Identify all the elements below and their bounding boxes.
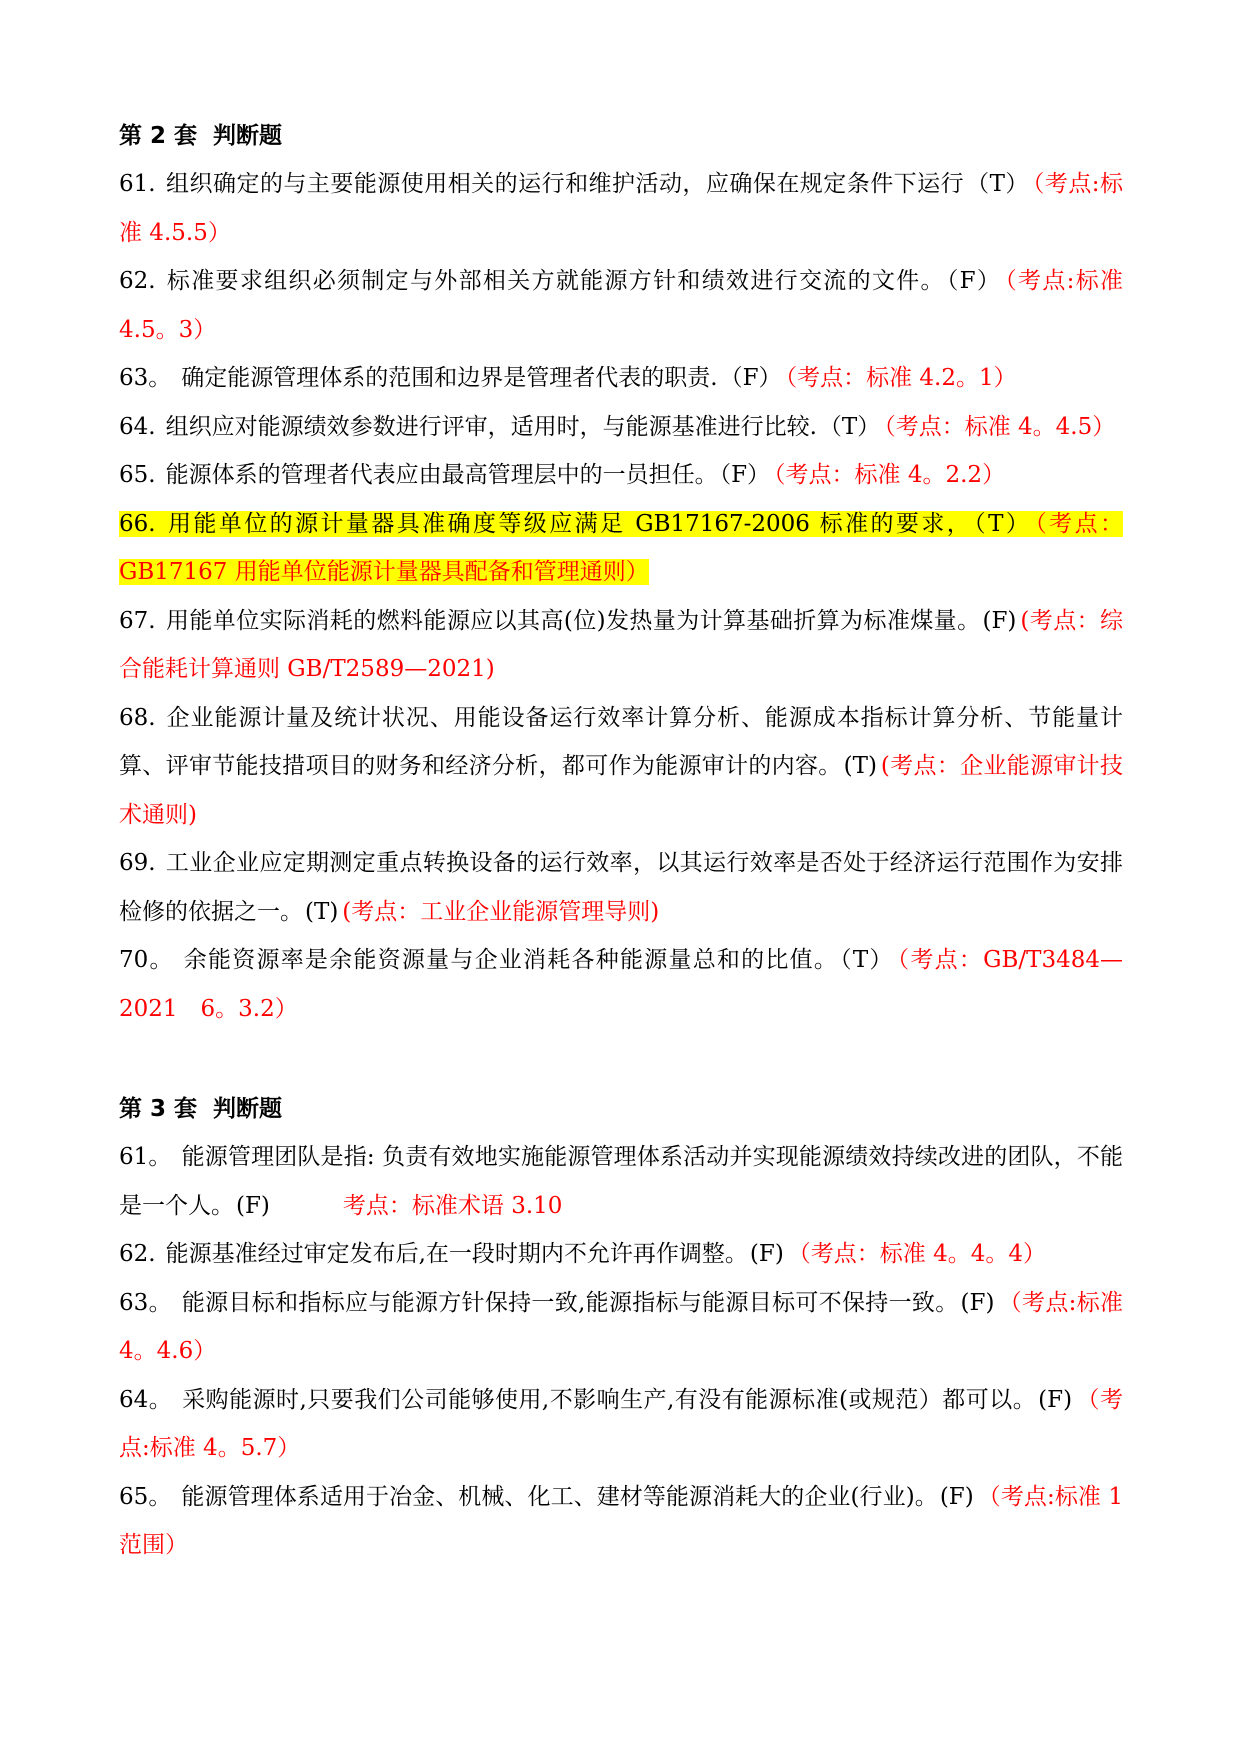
section-heading [119, 1085, 1123, 1133]
question-number: 68. [119, 704, 156, 731]
question-item [119, 403, 1123, 452]
question-text: 能源基准经过审定发布后,在一段时期内不允许再作调整。 [165, 1241, 748, 1267]
question-text: 用能单位实际消耗的燃料能源应以其高(位)发热量为计算基础折算为标准煤量。 [165, 607, 981, 634]
question-item [119, 451, 1123, 500]
reference-note: (考点：综合能耗计算通则 GB/T2589—2021) [119, 607, 1123, 682]
question-text: 组织应对能源绩效参数进行评审，适用时，与能源基准进行比较. [165, 413, 817, 440]
question-item [119, 1279, 1123, 1376]
answer: (T) [305, 898, 339, 925]
answer: (F) [982, 607, 1017, 634]
answer: (F) [236, 1192, 270, 1219]
answer: (T) [843, 753, 877, 779]
answer: （T） [840, 947, 894, 973]
answer: （T） [818, 413, 881, 440]
answer: (F) [749, 1241, 784, 1267]
reference-note: (考点：工业企业能源管理导则) [342, 898, 660, 925]
question-text: 能源管理团队是指: 负责有效地实施能源管理体系活动并实现能源绩效持续改进的团队，不能是一个人。 [119, 1144, 1123, 1219]
question-number: 61. [119, 171, 156, 197]
question-text: 能源体系的管理者代表应由最高管理层中的一员担任。 [165, 462, 718, 488]
question-type: 判断题 [213, 1096, 283, 1122]
question-item-highlighted [119, 500, 1123, 597]
question-number: 62. [119, 268, 156, 294]
question-number: 69. [119, 850, 156, 876]
reference-note: （考点：标准 4。4.5） [884, 413, 1116, 440]
answer: （T） [966, 171, 1029, 197]
question-number: 63。 [119, 365, 172, 391]
document-page [119, 112, 1146, 1570]
question-text: 能源管理体系适用于冶金、机械、化工、建材等能源消耗大的企业(行业)。 [181, 1483, 938, 1510]
question-number: 67. [119, 607, 156, 634]
question-number: 61。 [119, 1144, 172, 1170]
answer: （F） [719, 462, 771, 488]
question-text: 组织确定的与主要能源使用相关的运行和维护活动，应确保在规定条件下运行 [165, 171, 965, 197]
question-item [119, 160, 1123, 257]
answer: (F) [939, 1483, 974, 1510]
answer: (F) [960, 1289, 995, 1316]
set-label: 第 2 套 [119, 123, 198, 149]
reference-note: （考点:标准 4.5。3） [119, 268, 1124, 343]
answer: （F） [719, 365, 782, 391]
answer: （T） [974, 510, 1032, 537]
reference-note: （考点：GB17167 用能单位能源计量器具配备和管理通则） [119, 510, 1124, 585]
question-number: 66. [119, 510, 156, 537]
reference-note: 考点：标准术语 3.10 [273, 1192, 563, 1219]
question-item [119, 694, 1123, 840]
question-item [119, 839, 1123, 936]
question-item [119, 257, 1123, 354]
question-number: 70。 [119, 947, 174, 973]
question-text: 能源目标和指标应与能源方针保持一致,能源指标与能源目标可不保持一致。 [181, 1289, 959, 1316]
question-text: 标准要求组织必须制定与外部相关方就能源方针和绩效进行交流的文件。 [165, 268, 945, 294]
question-item [119, 1376, 1123, 1473]
answer: (F) [1038, 1386, 1073, 1413]
reference-note: （考点:标准 1 范围） [119, 1483, 1146, 1558]
reference-note: (考点：企业能源审计技术通则) [119, 753, 1123, 828]
question-item [119, 1473, 1146, 1570]
question-item [119, 354, 1123, 403]
question-number: 65。 [119, 1483, 172, 1510]
section-heading [119, 112, 1123, 160]
question-text: 工业企业应定期测定重点转换设备的运行效率，以其运行效率是否处于经济运行范围作为安排检修的依据之一。 [119, 850, 1123, 925]
reference-note: （考点：标准 4。4。4） [787, 1241, 1047, 1267]
reference-note: （考点:标准 4.5.5） [119, 171, 1124, 246]
reference-note: （考点：标准 4。2.2） [774, 462, 1006, 488]
question-text: 确定能源管理体系的范围和边界是管理者代表的职责. [181, 365, 718, 391]
reference-note: （考点：GB/T3484—2021 6。3.2） [119, 947, 1123, 1022]
question-number: 62. [119, 1241, 156, 1267]
question-item [119, 597, 1123, 694]
question-number: 64。 [119, 1386, 173, 1413]
section-spacer [119, 1033, 1123, 1085]
highlight [119, 511, 1123, 586]
question-text: 余能资源率是余能资源量与企业消耗各种能源量总和的比值。 [183, 947, 839, 973]
reference-note: （考点：标准 4.2。1） [785, 365, 1017, 391]
question-item [119, 1133, 1123, 1230]
set-label: 第 3 套 [119, 1096, 198, 1122]
question-number: 63。 [119, 1289, 172, 1316]
answer: （F） [946, 268, 1002, 294]
question-type: 判断题 [213, 123, 283, 149]
reference-note: （考点:标准 4。4.6） [119, 1289, 1123, 1364]
question-item [119, 936, 1123, 1033]
question-number: 65. [119, 462, 156, 488]
question-number: 64. [119, 413, 156, 440]
question-text: 采购能源时,只要我们公司能够使用,不影响生产,有没有能源标准(或规范）都可以。 [182, 1386, 1037, 1413]
question-item [119, 1230, 1123, 1279]
question-text: 企业能源计量及统计状况、用能设备运行效率计算分析、能源成本指标计算分析、节能量计算、评审节能技措项目的财务和经济分析，都可作为能源审计的内容。 [119, 704, 1123, 779]
question-text: 用能单位的源计量器具准确度等级应满足 GB17167-2006 标准的要求， [165, 510, 973, 537]
reference-note: （考点:标准 4。5.7） [119, 1386, 1124, 1461]
